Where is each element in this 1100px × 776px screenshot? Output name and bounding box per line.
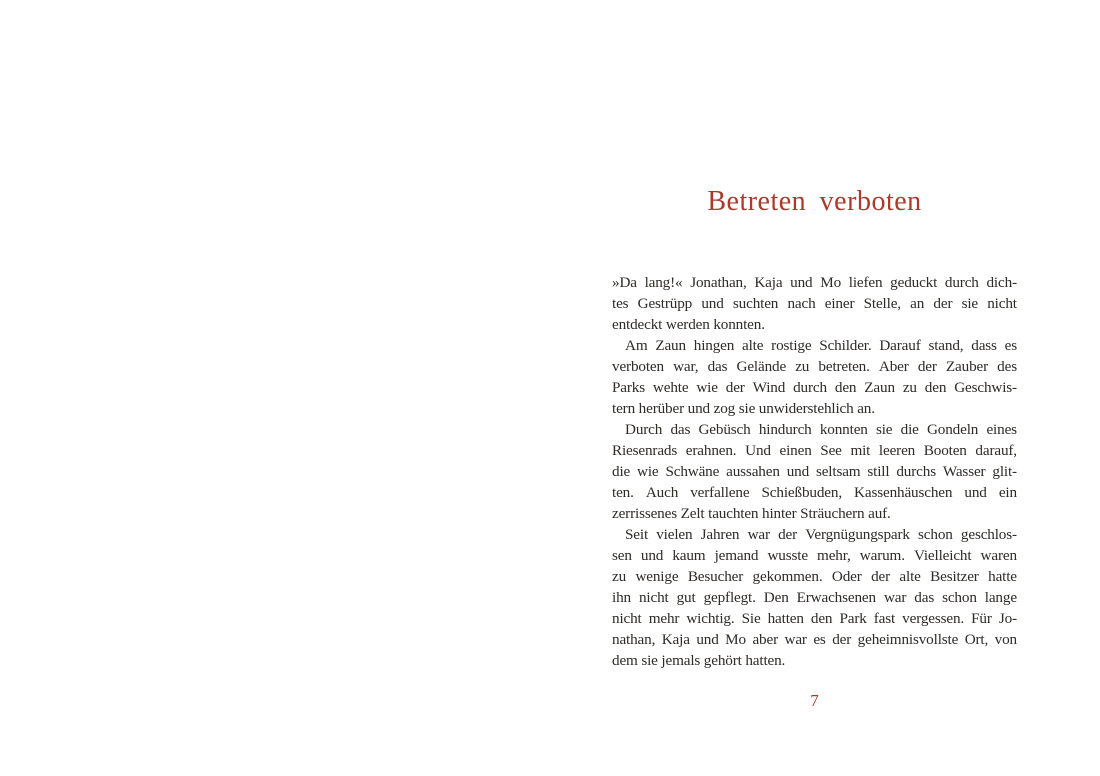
text-line: entdeckt werden konnten. bbox=[612, 316, 765, 333]
text-line: Riesenrads erahnen. Und einen See mit leeren Booten darauf, bbox=[612, 442, 1017, 459]
page-body bbox=[612, 272, 1017, 671]
paragraph bbox=[612, 419, 1017, 524]
paragraph bbox=[612, 335, 1017, 419]
text-line: Am Zaun hingen alte rostige Schilder. Darauf stand, dass es bbox=[625, 337, 1017, 354]
text-line: zerrissenes Zelt tauchten hinter Sträuchern auf. bbox=[612, 505, 891, 522]
text-line: Seit vielen Jahren war der Vergnügungspark schon geschlos- bbox=[625, 526, 1017, 543]
text-line: Parks wehte wie der Wind durch den Zaun zu den Geschwis- bbox=[612, 379, 1017, 396]
text-line: tern herüber und zog sie unwiderstehlich an. bbox=[612, 400, 875, 417]
chapter-title: Betreten verboten bbox=[707, 186, 922, 217]
paragraph bbox=[612, 272, 1017, 335]
paragraph bbox=[612, 524, 1017, 671]
text-line: dem sie jemals gehört hatten. bbox=[612, 652, 786, 669]
text-line: die wie Schwäne aussahen und seltsam still durchs Wasser glit- bbox=[612, 463, 1017, 480]
text-line: zu wenige Besucher gekommen. Oder der alte Besitzer hatte bbox=[612, 568, 1017, 585]
page-number: 7 bbox=[810, 691, 819, 710]
text-line: »Da lang!« Jonathan, Kaja und Mo liefen geduckt durch dich- bbox=[612, 274, 1017, 291]
text-line: ten. Auch verfallene Schießbuden, Kassenhäuschen und ein bbox=[612, 484, 1017, 501]
text-line: sen und kaum jemand wusste mehr, warum. Vielleicht waren bbox=[612, 547, 1017, 564]
text-line: nathan, Kaja und Mo aber war es der geheimnisvollste Ort, von bbox=[612, 631, 1017, 648]
text-line: ihn nicht gut gepflegt. Den Erwachsenen war das schon lange bbox=[612, 589, 1017, 606]
text-line: tes Gestrüpp und suchten nach einer Stelle, an der sie nicht bbox=[612, 295, 1017, 312]
text-line: Durch das Gebüsch hindurch konnten sie die Gondeln eines bbox=[625, 421, 1017, 438]
text-line: nicht mehr wichtig. Sie hatten den Park fast vergessen. Für Jo- bbox=[612, 610, 1017, 627]
text-line: verboten war, das Gelände zu betreten. Aber der Zauber des bbox=[612, 358, 1017, 375]
